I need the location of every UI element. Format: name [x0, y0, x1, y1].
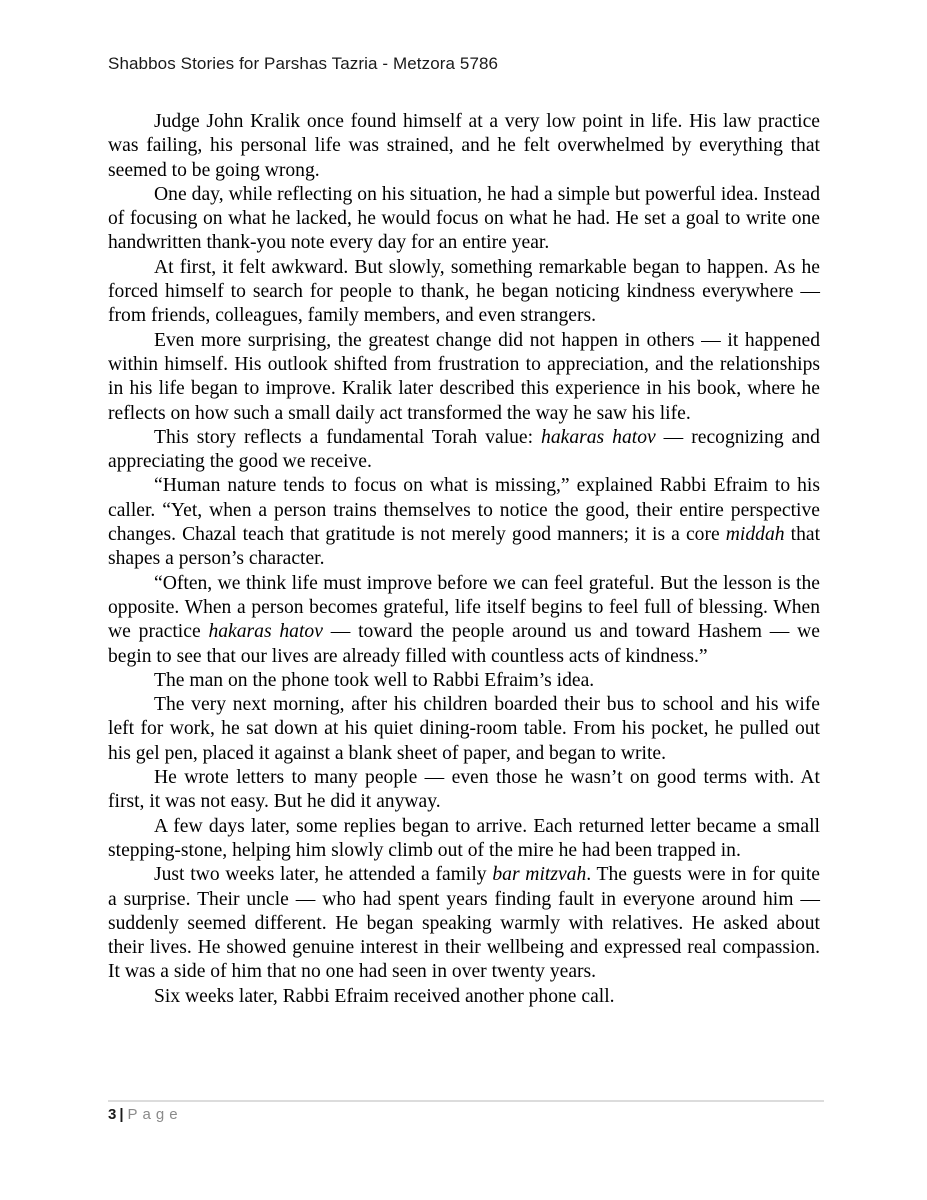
text-run: Even more surprising, the greatest change did not happen in others — it happened within himself. His outlook shifted from frustration to appreciation, and the relationships in his life began to improve. Kralik later described this experience in his book, where he reflects on how such a small daily act transformed the way he saw his life.	[108, 329, 820, 424]
footer-page-label: Page	[127, 1106, 183, 1123]
page-footer	[108, 1106, 183, 1123]
text-run: At first, it felt awkward. But slowly, something remarkable began to happen. As he forced himself to search for people to thank, he began noticing kindness everywhere — from friends, colleagues, family members, and even strangers.	[108, 256, 820, 327]
paragraph	[108, 329, 820, 426]
text-run: — toward the people around us and toward Hashem — we begin to see that our lives are already filled with countless acts of kindness.”	[108, 621, 820, 667]
text-run: The very next morning, after his children boarded their bus to school and his wife left for work, he sat down at his quiet dining-room table. From his pocket, he pulled out his gel pen, placed it against a blank sheet of paper, and began to write.	[108, 694, 820, 764]
paragraph	[108, 985, 820, 1009]
paragraph	[108, 863, 820, 984]
text-run: Judge John Kralik once found himself at a very low point in life. His law practice was failing, his personal life was strained, and he felt overwhelmed by everything that seemed to be going wrong.	[108, 111, 820, 181]
text-run: “Human nature tends to focus on what is missing,” explained Rabbi Efraim to his caller. “Yet, when a person trains themselves to notice the good, their entire perspective changes. Chazal teach that gratitude is not merely good manners; it is a core	[108, 475, 820, 546]
page-number: 3	[108, 1106, 117, 1123]
text-run: that shapes a person’s character.	[108, 524, 821, 570]
text-run: The man on the phone took well to Rabbi Efraim’s idea.	[154, 669, 595, 691]
footer-divider	[108, 1100, 824, 1102]
text-run: middah	[725, 524, 785, 546]
document-body	[108, 110, 820, 1009]
text-run: bar mitzvah	[492, 864, 587, 886]
paragraph	[108, 669, 820, 693]
footer-separator: |	[119, 1106, 124, 1123]
text-run: Just two weeks later, he attended a family	[154, 864, 493, 886]
paragraph	[108, 426, 820, 475]
text-run: One day, while reflecting on his situation, he had a simple but powerful idea. Instead of focusing on what he lacked, he would focus on what he had. He set a goal to write one handwritten thank-you note every day for an entire year.	[108, 183, 820, 254]
paragraph	[108, 766, 820, 815]
header-title: Shabbos Stories for Parshas Tazria - Metzora 5786	[108, 54, 499, 73]
text-run: hakaras hatov	[541, 426, 656, 448]
paragraph	[108, 256, 820, 329]
paragraph	[108, 572, 820, 669]
paragraph	[108, 693, 820, 766]
paragraph	[108, 474, 820, 571]
text-run: He wrote letters to many people — even those he wasn’t on good terms with. At first, it was not easy. But he did it anyway.	[108, 767, 820, 813]
text-run: A few days later, some replies began to arrive. Each returned letter became a small stepping-stone, helping him slowly climb out of the mire he had been trapped in.	[108, 815, 820, 861]
text-run: . The guests were in for quite a surprise. Their uncle — who had spent years finding fault in everyone around him — suddenly seemed different. He began speaking warmly with relatives. He asked about their lives. He showed genuine interest in their wellbeing and expressed real compassion. It was a side of him that no one had seen in over twenty years.	[108, 864, 820, 983]
text-run: hakaras hatov	[208, 621, 323, 643]
text-run: — recognizing and appreciating the good we receive.	[108, 426, 820, 473]
text-run: “Often, we think life must improve before we can feel grateful. But the lesson is the opposite. When a person becomes grateful, life itself begins to feel full of blessing. When we practice	[108, 572, 820, 643]
paragraph	[108, 815, 820, 864]
paragraph	[108, 183, 820, 256]
text-run: This story reflects a fundamental Torah value:	[154, 426, 542, 448]
page-header	[108, 54, 498, 74]
text-run: Six weeks later, Rabbi Efraim received another phone call.	[154, 985, 615, 1007]
paragraph	[108, 110, 820, 183]
